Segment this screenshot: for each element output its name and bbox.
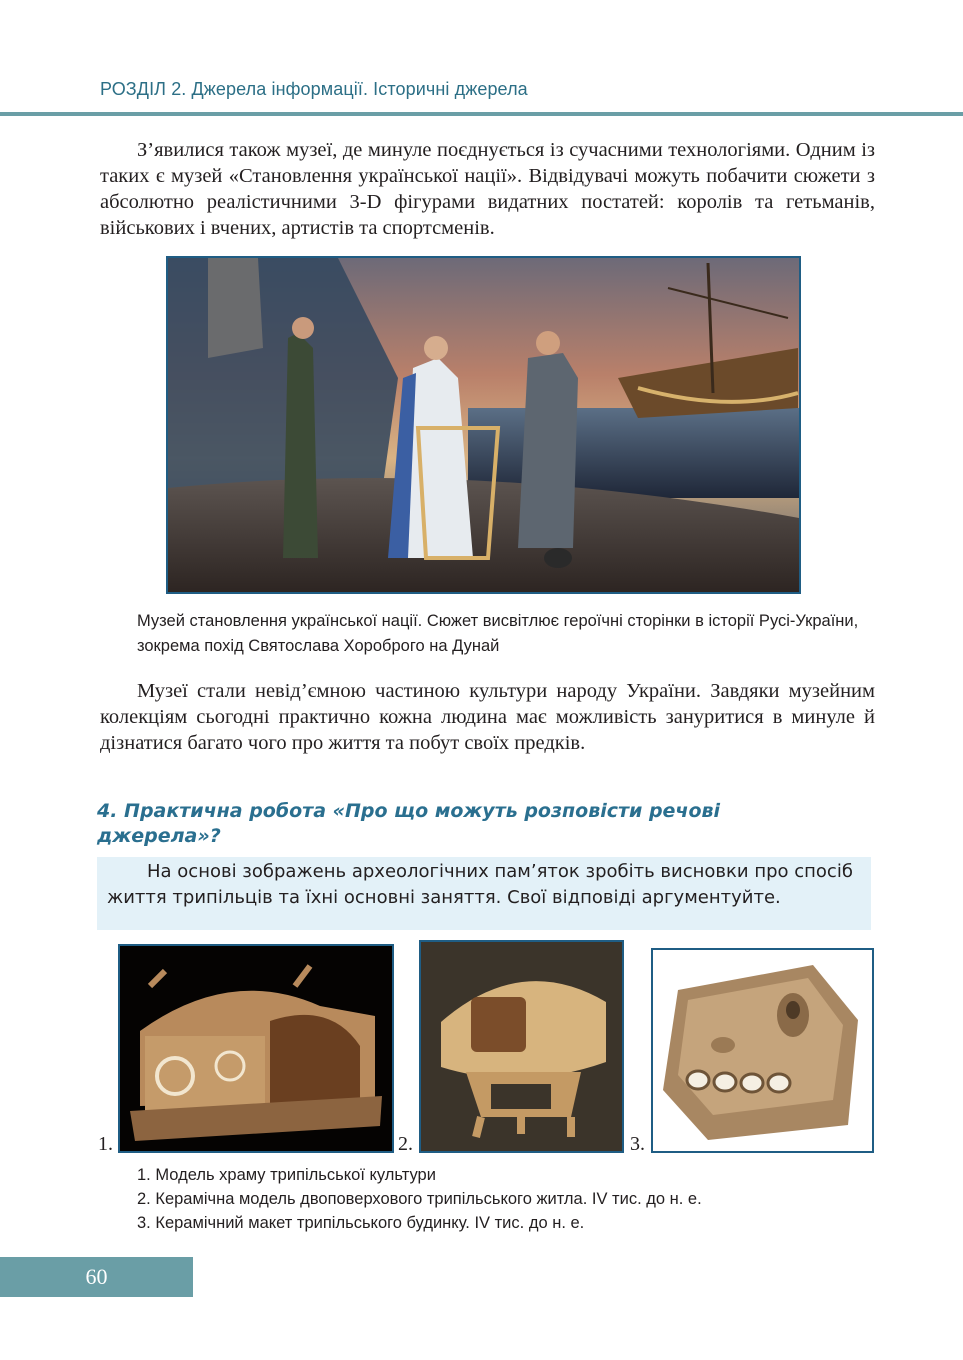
page-header: РОЗДІЛ 2. Джерела інформації. Історичні джерела [100,79,528,99]
trypillia-house-mockup-image [651,948,874,1153]
artifact-number-3: 3. [630,1133,645,1155]
artifact-captions [137,1163,702,1235]
trypillia-temple-model-image [118,944,394,1153]
artifact-caption-2: 2. Керамічна модель двоповерхового трипільського житла. IV тис. до н. е. [137,1190,702,1208]
photo-caption: Музей становлення української нації. Сюжет висвітлює героїчні сторінки в історії Русі-України, зокрема похід Святослава Хороброго на Дунай [137,612,859,655]
artifact-caption-1: 1. Модель храму трипільської культури [137,1166,436,1184]
paragraph-museums-intro: З’явилися також музеї, де минуле поєднується із сучасними технологіями. Одним із таких є музей «Становлення української нації». Відвідувачі можуть побачити сюжети з абсолютно реалістичними 3-D фігурами видатних постатей: королів та гетьманів, військових і вчених, артистів та спортсменів. [100,139,875,239]
task-instructions: На основі зображень археологічних пам’яток зробіть висновки про спосіб життя трипільців та їхні основні заняття. Свої відповіді аргументуйте. [107,861,853,908]
page-number: 60 [85,1264,108,1289]
artifact-number-1: 1. [98,1133,113,1155]
paragraph-museums-culture: Музеї стали невід’ємною частиною культури народу України. Завдяки музейним колекціям сьогодні практично кожна людина має можливість зануритися в минуле й дізнатися багато чого про життя та побут своїх предків. [100,680,875,754]
page-number-tab [0,1257,193,1297]
practical-work-title: 4. Практична робота «Про що можуть розповісти речові джерела»? [97,800,721,847]
museum-diorama-photo [166,256,801,594]
header-divider [0,112,963,116]
task-box [97,857,871,930]
trypillia-two-storey-house-image [419,940,624,1153]
artifact-caption-3: 3. Керамічний макет трипільського будинку. IV тис. до н. е. [137,1214,585,1232]
artifact-number-2: 2. [398,1133,413,1155]
